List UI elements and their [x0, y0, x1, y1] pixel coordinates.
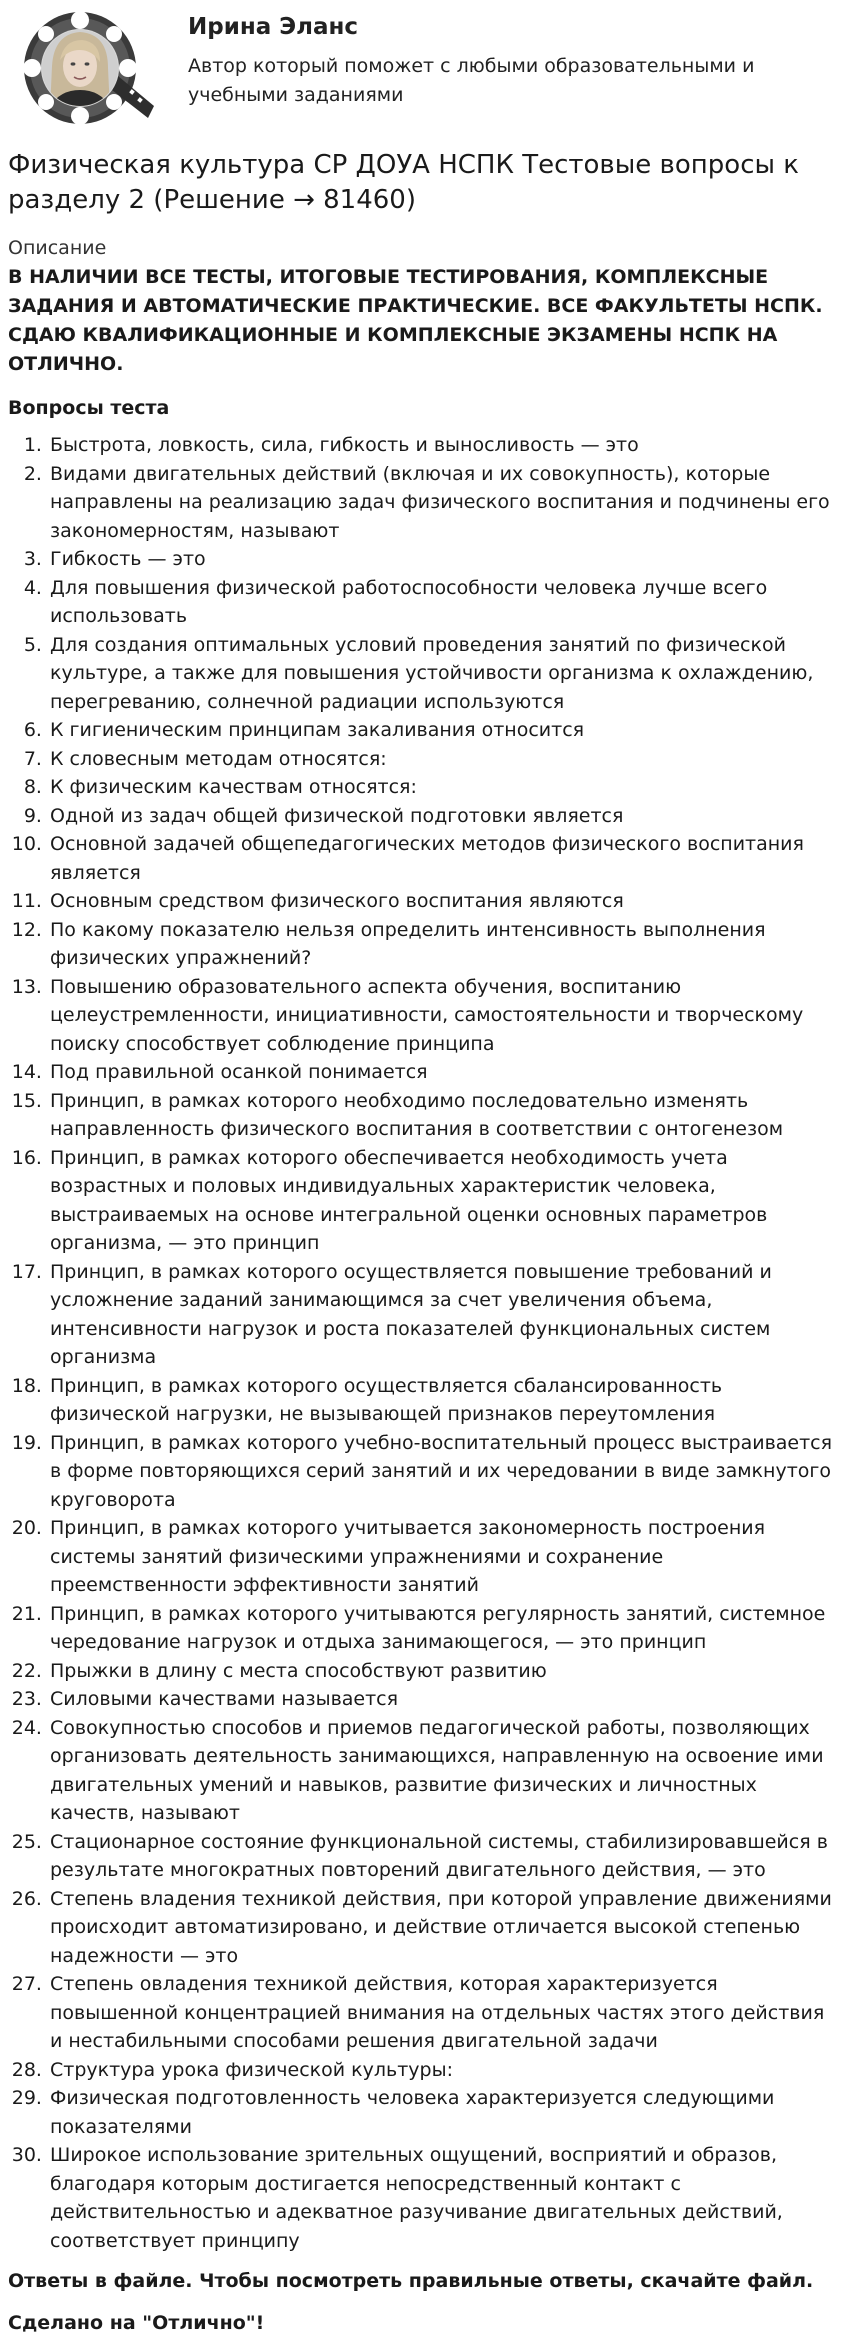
- question-item: 4. Для повышения физической работоспособности человека лучше всего использовать: [48, 574, 838, 631]
- question-item: 15. Принцип, в рамках которого необходимо последовательно изменять направленность физического воспитания в соответствии с онтогенезом: [48, 1087, 838, 1144]
- question-item: 6. К гигиеническим принципам закаливания относится: [48, 716, 838, 745]
- author-name[interactable]: Ирина Эланс: [188, 14, 359, 40]
- description-label: Описание: [8, 237, 107, 260]
- question-item: 14. Под правильной осанкой понимается: [48, 1058, 838, 1087]
- author-description: Автор который поможет с любыми образовательными и учебными заданиями: [188, 55, 755, 106]
- question-item: 30. Широкое использование зрительных ощущений, восприятий и образов, благодаря которым достигается непосредственный контакт с действительностью и адекватное разучивание двигательных действий, соответствует принципу: [48, 2141, 838, 2255]
- question-item: 8. К физическим качествам относятся:: [48, 773, 838, 802]
- question-item: 26. Степень владения техникой действия, при которой управление движениями происходит автоматизировано, и действие отличается высокой степенью надежности — это: [48, 1885, 838, 1971]
- question-item: 20. Принцип, в рамках которого учитывается закономерность построения системы занятий физическими упражнениями и сохранение преемственности эффективности занятий: [48, 1514, 838, 1600]
- question-item: 12. По какому показателю нельзя определить интенсивность выполнения физических упражнений?: [48, 916, 838, 973]
- question-item: 25. Стационарное состояние функциональной системы, стабилизировавшейся в результате многократных повторений двигательного действия, — это: [48, 1828, 838, 1885]
- questions-title: Вопросы теста: [8, 397, 170, 420]
- film-reel-portrait-icon: [8, 6, 156, 126]
- question-item: 16. Принцип, в рамках которого обеспечивается необходимость учета возрастных и половых индивидуальных характеристик человека, выстраиваемых на основе интегральной оценки основных параметров организма, — это принцип: [48, 1144, 838, 1258]
- question-item: 29. Физическая подготовленность человека характеризуется следующими показателями: [48, 2084, 838, 2141]
- questions-list: [8, 431, 838, 2255]
- question-item: 27. Степень овладения техникой действия, которая характеризуется повышенной концентрацией внимания на отдельных частях этого действия и нестабильными способами решения двигательной задачи: [48, 1970, 838, 2056]
- question-item: 11. Основным средством физического воспитания являются: [48, 887, 838, 916]
- question-item: 2. Видами двигательных действий (включая и их совокупность), которые направлены на реализацию задач физического воспитания и подчинены его закономерностям, называют: [48, 460, 838, 546]
- question-item: 18. Принцип, в рамках которого осуществляется сбалансированность физической нагрузки, не вызывающей признаков переутомления: [48, 1372, 838, 1429]
- done-note: Сделано на "Отлично"!: [8, 2312, 265, 2335]
- question-item: 19. Принцип, в рамках которого учебно-воспитательный процесс выстраивается в форме повторяющихся серий занятий и их чередовании в виде замкнутого круговорота: [48, 1429, 838, 1515]
- author-avatar[interactable]: [8, 6, 156, 126]
- question-item: 13. Повышению образовательного аспекта обучения, воспитанию целеустремленности, инициативности, самостоятельности и творческому поиску способствует соблюдение принципа: [48, 973, 838, 1059]
- question-item: 1. Быстрота, ловкость, сила, гибкость и выносливость — это: [48, 431, 838, 460]
- question-item: 22. Прыжки в длину с места способствуют развитию: [48, 1657, 838, 1686]
- question-item: 3. Гибкость — это: [48, 545, 838, 574]
- question-item: 5. Для создания оптимальных условий проведения занятий по физической культуре, а также для повышения устойчивости организма к охлаждению, перегреванию, солнечной радиации используются: [48, 631, 838, 717]
- description-text: В НАЛИЧИИ ВСЕ ТЕСТЫ, ИТОГОВЫЕ ТЕСТИРОВАНИЯ, КОМПЛЕКСНЫЕ ЗАДАНИЯ И АВТОМАТИЧЕСКИЕ ПРАКТИЧЕСКИЕ. ВСЕ ФАКУЛЬТЕТЫ НСПК. СДАЮ КВАЛИФИКАЦИОННЫЕ И КОМПЛЕКСНЫЕ ЭКЗАМЕНЫ НСПК НА ОТЛИЧНО.: [8, 266, 823, 376]
- question-item: 21. Принцип, в рамках которого учитываются регулярность занятий, системное чередование нагрузок и отдыха занимающегося, — это принцип: [48, 1600, 838, 1657]
- question-item: 28. Структура урока физической культуры:: [48, 2056, 838, 2085]
- question-item: 10. Основной задачей общепедагогических методов физического воспитания является: [48, 830, 838, 887]
- author-block: [8, 0, 839, 126]
- question-item: 9. Одной из задач общей физической подготовки является: [48, 802, 838, 831]
- page-title: Физическая культура СР ДОУА НСПК Тестовые вопросы к разделу 2 (Решение → 81460): [8, 150, 799, 215]
- author-info: [188, 6, 808, 110]
- answers-note: Ответы в файле. Чтобы посмотреть правильные ответы, скачайте файл.: [8, 2270, 814, 2293]
- question-item: 24. Совокупностью способов и приемов педагогической работы, позволяющих организовать деятельность занимающихся, направленную на освоение ими двигательных умений и навыков, развитие физических и личностных качеств, называют: [48, 1714, 838, 1828]
- question-item: 23. Силовыми качествами называется: [48, 1685, 838, 1714]
- question-item: 7. К словесным методам относятся:: [48, 745, 838, 774]
- question-item: 17. Принцип, в рамках которого осуществляется повышение требований и усложнение заданий занимающимся за счет увеличения объема, интенсивности нагрузок и роста показателей функциональных систем организма: [48, 1258, 838, 1372]
